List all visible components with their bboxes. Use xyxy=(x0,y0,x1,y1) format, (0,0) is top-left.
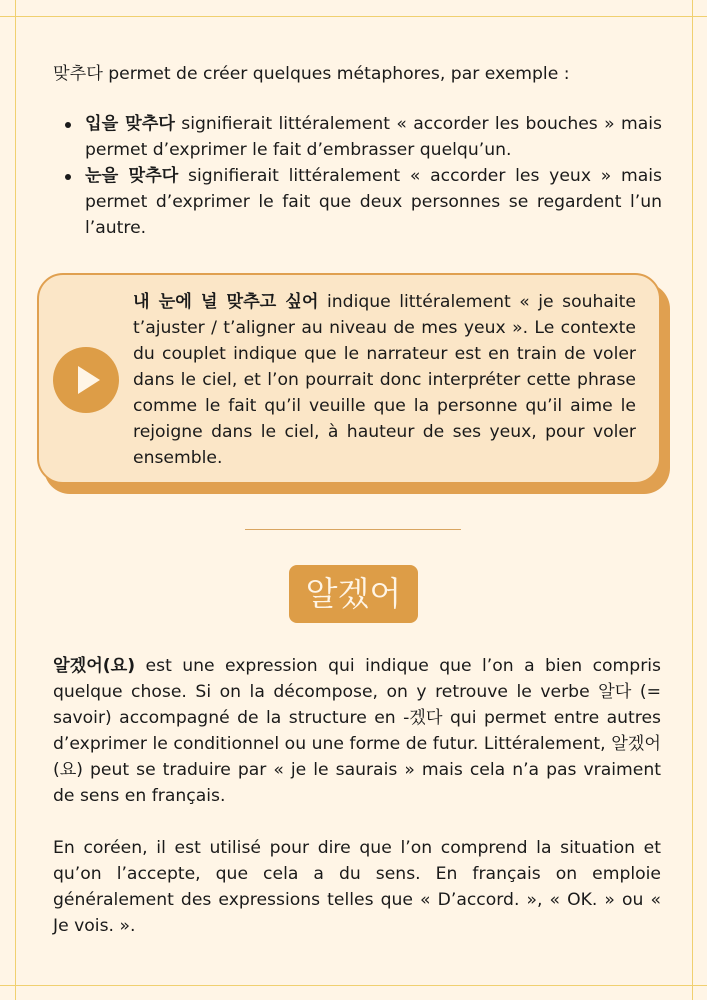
callout-term: 내 눈에 널 맞추고 싶어 xyxy=(133,292,319,312)
metaphor-list xyxy=(62,111,662,241)
frame-line-bottom xyxy=(0,985,707,986)
list-item-text: signifierait littéralement « accorder les bouches » mais permet d’exprimer le fait d’embrasser quelqu’un. xyxy=(85,114,663,160)
paragraph-1-text: est une expression qui indique que l’on a bien compris quelque chose. Si on la décompose, on y retrouve le verbe 알다 (= savoir) accompagné de la structure en -겠다 qui permet entre autres d’exprimer le conditionnel ou une forme de futur. Littéralement, 알겠어(요) peut se traduire par « je le saurais » mais cela n’a pas vraiment de sens en français. xyxy=(53,656,661,806)
frame-line-right xyxy=(692,0,693,1000)
intro-paragraph xyxy=(53,61,661,87)
paragraph-1-term: 알겠어(요) xyxy=(53,656,136,676)
intro-lead: 맞추다 xyxy=(53,64,103,84)
paragraph-2: En coréen, il est utilisé pour dire que l’on comprend la situation et qu’on l’accepte, que cela a du sens. En français on emploie généralement des expressions telles que « D’accord. », « OK. » ou « Je vois. ». xyxy=(53,838,661,936)
callout-text xyxy=(133,289,636,471)
list-item xyxy=(62,163,662,241)
play-icon[interactable] xyxy=(53,347,119,413)
paragraph-1 xyxy=(53,653,661,809)
frame-line-left xyxy=(15,0,16,1000)
section-heading: 알겠어 xyxy=(289,565,418,623)
intro-text: permet de créer quelques métaphores, par exemple : xyxy=(102,64,570,84)
section-divider xyxy=(245,529,461,530)
callout-body: indique littéralement « je souhaite t’ajuster / t’aligner au niveau de mes yeux ». Le contexte du couplet indique que le narrateur est en train de voler dans le ciel, et l’on pourrait donc interpréter cette phrase comme le fait qu’il veuille que la personne qu’il aime le rejoigne dans le ciel, à hauteur de ses yeux, pour voler ensemble. xyxy=(133,292,636,468)
frame-line-top xyxy=(0,16,707,17)
list-item-term: 입을 맞추다 xyxy=(85,114,175,134)
list-item-term: 눈을 맞추다 xyxy=(85,166,179,186)
list-item-text: signifierait littéralement « accorder les yeux » mais permet d’exprimer le fait que deux personnes se regardent l’un l’autre. xyxy=(85,166,663,238)
list-item xyxy=(62,111,662,163)
